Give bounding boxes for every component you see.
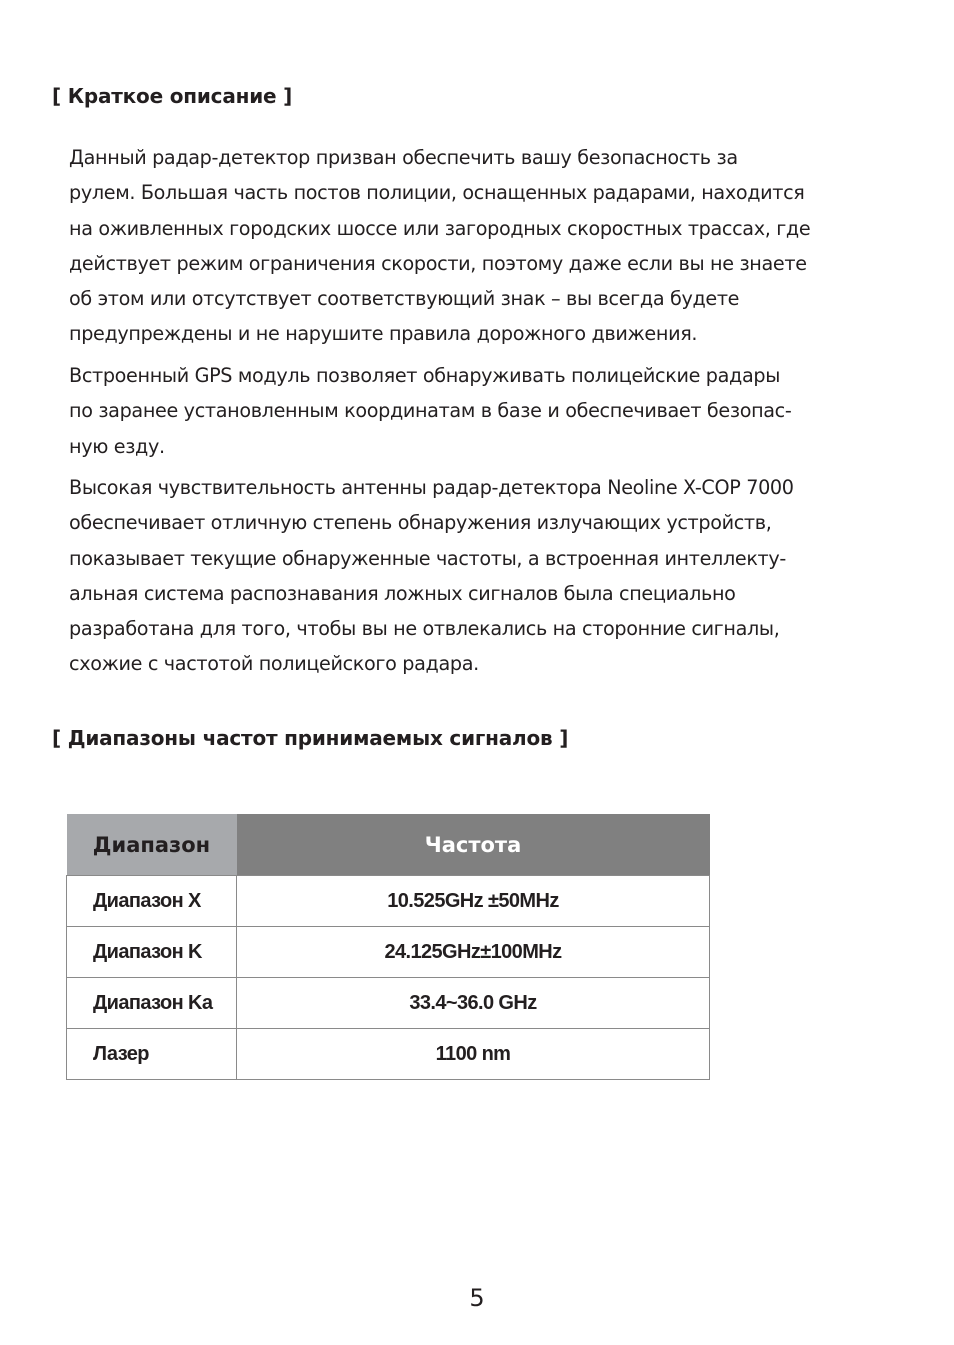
frequency-cell: 24.125GHz±100MHz [237, 927, 710, 978]
table-header-row [67, 814, 710, 876]
paragraph-line: обеспечивает отличную степень обнаружения излучающих устройств, [69, 511, 772, 535]
paragraph-sensitivity [69, 470, 899, 682]
paragraph-line: Высокая чувствительность антенны радар-детектора Neoline X-COP 7000 [69, 476, 794, 499]
paragraph-line: разработана для того, чтобы вы не отвлекались на сторонние сигналы, [69, 617, 780, 641]
column-header-band: Диапазон [67, 814, 237, 876]
table-row [67, 927, 710, 978]
band-cell: Диапазон Ka [67, 978, 237, 1029]
page-number: 5 [469, 1284, 485, 1312]
paragraph-line: Встроенный GPS модуль позволяет обнаруживать полицейские радары [69, 364, 780, 387]
frequency-cell: 1100 nm [237, 1029, 710, 1080]
paragraph-line: альная система распознавания ложных сигналов была специально [69, 581, 736, 605]
paragraph-line: действует режим ограничения скорости, поэтому даже если вы не знаете [69, 251, 807, 275]
band-cell: Лазер [67, 1029, 237, 1080]
paragraph-line: схожие с частотой полицейского радара. [69, 652, 479, 676]
section-title-frequencies: [ Диапазоны частот принимаемых сигналов ] [52, 726, 569, 750]
paragraph-line: рулем. Большая часть постов полиции, оснащенных радарами, находится [69, 181, 805, 205]
paragraph-line: по заранее установленным координатам в базе и обеспечивает безопас- [69, 399, 792, 423]
section-title-summary: [ Краткое описание ] [52, 84, 293, 108]
table-row [67, 1029, 710, 1080]
paragraph-line: Данный радар-детектор призван обеспечить вашу безопасность за [69, 146, 738, 169]
band-cell: Диапазон X [67, 876, 237, 927]
column-header-frequency: Частота [237, 814, 710, 876]
table-row [67, 978, 710, 1029]
paragraph-line: на оживленных городских шоссе или загородных скоростных трассах, где [69, 216, 811, 240]
frequency-cell: 10.525GHz ±50MHz [237, 876, 710, 927]
paragraph-line: об этом или отсутствует соответствующий знак – вы всегда будете [69, 287, 740, 311]
frequency-table [66, 814, 710, 1080]
paragraph-line: показывает текущие обнаруженные частоты, а встроенная интеллекту- [69, 546, 786, 570]
paragraph-line: ную езду. [69, 434, 165, 458]
band-cell: Диапазон K [67, 927, 237, 978]
frequency-cell: 33.4~36.0 GHz [237, 978, 710, 1029]
table-row [67, 876, 710, 927]
paragraph-intro [69, 140, 899, 352]
paragraph-line: предупреждены и не нарушите правила дорожного движения. [69, 322, 698, 346]
paragraph-gps [69, 358, 899, 464]
